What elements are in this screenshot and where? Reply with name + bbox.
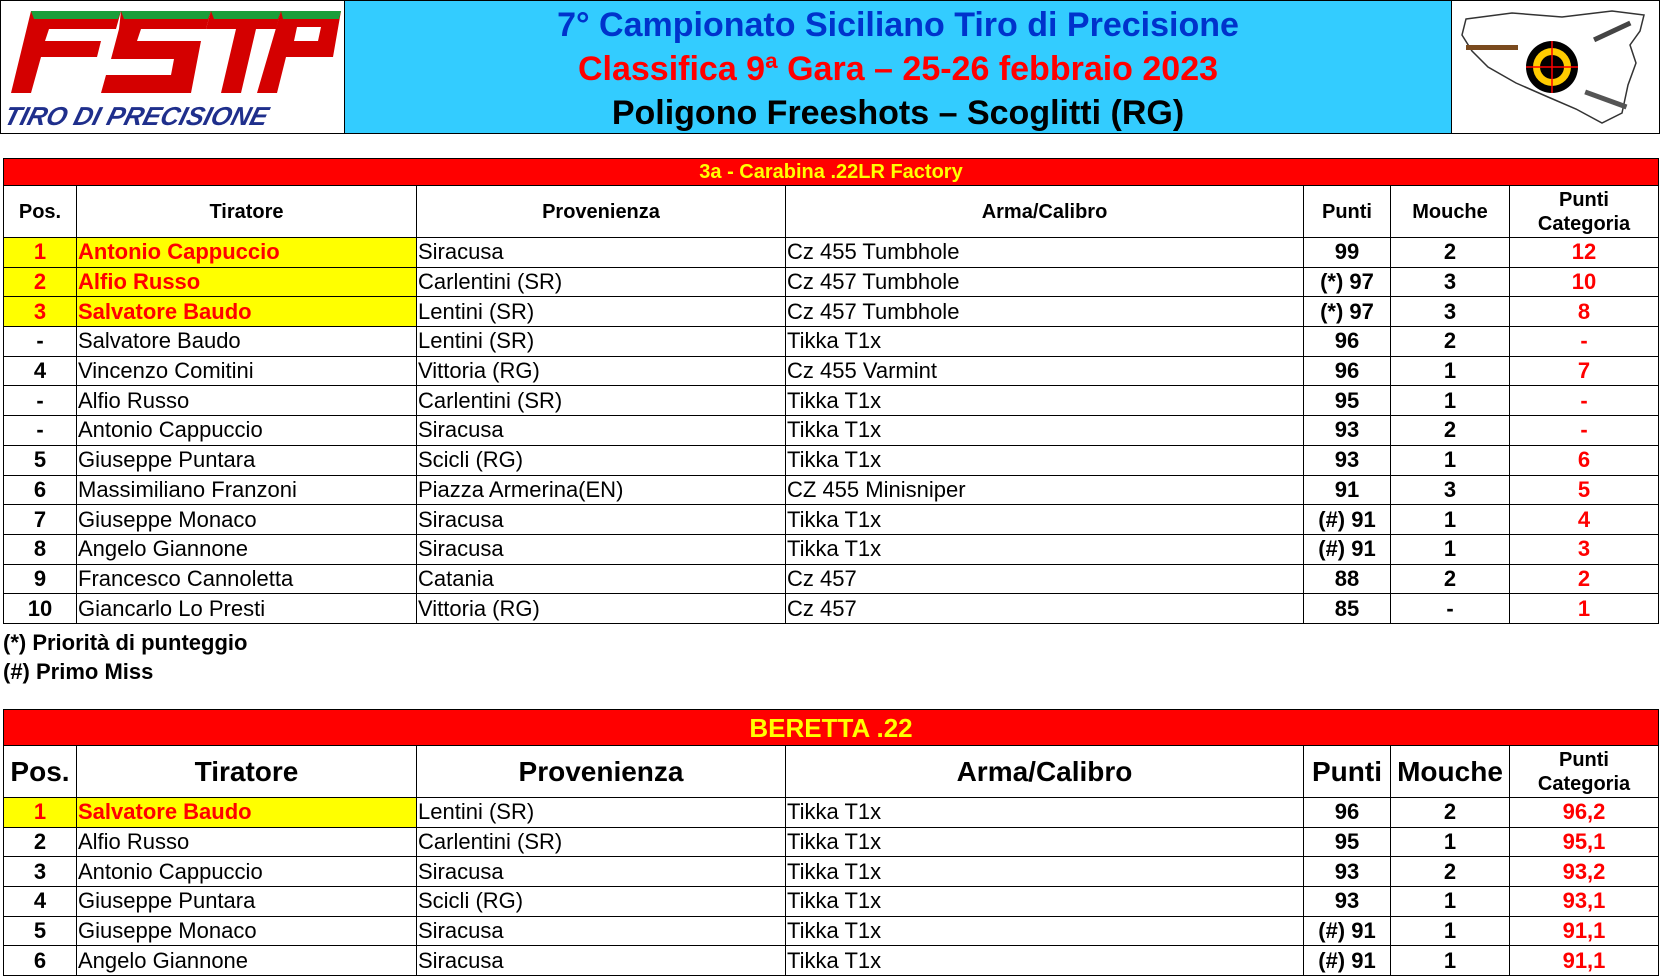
mouche-cell: 2: [1391, 238, 1510, 268]
weapon-cell: Tikka T1x: [786, 386, 1304, 416]
category-points-cell: 96,2: [1510, 798, 1659, 828]
points-cell: 99: [1304, 238, 1391, 268]
table-row: [4, 356, 1659, 386]
sicily-map-icon: [1452, 1, 1660, 134]
mouche-cell: 1: [1391, 386, 1510, 416]
weapon-cell: Tikka T1x: [786, 798, 1304, 828]
col-mouche-header: Mouche: [1391, 186, 1510, 238]
points-cell: (*) 97: [1304, 297, 1391, 327]
col-points-header: Punti: [1304, 186, 1391, 238]
title-line-2: Classifica 9ª Gara – 25-26 febbraio 2023: [577, 50, 1219, 88]
mouche-cell: 1: [1391, 916, 1510, 946]
shooter-name-cell: Giancarlo Lo Presti: [77, 594, 417, 624]
origin-cell: Lentini (SR): [417, 297, 786, 327]
origin-cell: Piazza Armerina(EN): [417, 475, 786, 505]
shooter-name-cell: Giuseppe Monaco: [77, 916, 417, 946]
category-title: BERETTA .22: [4, 710, 1659, 746]
fstp-logo-icon: [1, 1, 345, 134]
shooter-name-cell: Alfio Russo: [77, 267, 417, 297]
shooter-name-cell: Angelo Giannone: [77, 534, 417, 564]
category-points-cell: 93,2: [1510, 857, 1659, 887]
table-row: [4, 887, 1659, 917]
category-points-cell: -: [1510, 416, 1659, 446]
table-row: [4, 827, 1659, 857]
mouche-cell: 1: [1391, 445, 1510, 475]
pos-cell: 5: [4, 916, 77, 946]
shooter-name-cell: Angelo Giannone: [77, 946, 417, 976]
origin-cell: Siracusa: [417, 916, 786, 946]
shooter-name-cell: Francesco Cannoletta: [77, 564, 417, 594]
category-points-cell: 91,1: [1510, 916, 1659, 946]
origin-cell: Catania: [417, 564, 786, 594]
table-row: [4, 297, 1659, 327]
table-row: [4, 416, 1659, 446]
table-row: [4, 594, 1659, 624]
points-cell: 93: [1304, 857, 1391, 887]
note-first-miss: (#) Primo Miss: [3, 659, 154, 684]
table-row: [4, 564, 1659, 594]
category-points-cell: -: [1510, 327, 1659, 357]
mouche-cell: 1: [1391, 887, 1510, 917]
col-points-header: Punti: [1304, 746, 1391, 798]
mouche-cell: 1: [1391, 356, 1510, 386]
table-row: [4, 327, 1659, 357]
pos-cell: 6: [4, 946, 77, 976]
weapon-cell: Cz 457 Tumbhole: [786, 267, 1304, 297]
shooter-name-cell: Salvatore Baudo: [77, 297, 417, 327]
col-pos-header: Pos.: [4, 186, 77, 238]
weapon-cell: Tikka T1x: [786, 416, 1304, 446]
col-category-points-header: Punti Categoria: [1510, 186, 1659, 238]
pos-cell: 1: [4, 798, 77, 828]
pos-cell: -: [4, 327, 77, 357]
weapon-cell: Tikka T1x: [786, 916, 1304, 946]
origin-cell: Siracusa: [417, 946, 786, 976]
mouche-cell: 3: [1391, 267, 1510, 297]
points-cell: 88: [1304, 564, 1391, 594]
table-row: [4, 475, 1659, 505]
weapon-cell: Tikka T1x: [786, 827, 1304, 857]
weapon-cell: Tikka T1x: [786, 887, 1304, 917]
table-header-row: [4, 746, 1659, 798]
points-cell: 96: [1304, 798, 1391, 828]
origin-cell: Siracusa: [417, 857, 786, 887]
origin-cell: Siracusa: [417, 416, 786, 446]
table-row: [4, 534, 1659, 564]
pos-cell: 10: [4, 594, 77, 624]
table-row: [4, 386, 1659, 416]
category-points-cell: 5: [1510, 475, 1659, 505]
category-points-cell: 91,1: [1510, 946, 1659, 976]
col-name-header: Tiratore: [77, 746, 417, 798]
points-cell: 95: [1304, 827, 1391, 857]
table-row: [4, 798, 1659, 828]
origin-cell: Scicli (RG): [417, 445, 786, 475]
sicily-map-logo: [1451, 0, 1660, 134]
origin-cell: Lentini (SR): [417, 798, 786, 828]
mouche-cell: 1: [1391, 534, 1510, 564]
shooter-name-cell: Alfio Russo: [77, 827, 417, 857]
origin-cell: Carlentini (SR): [417, 386, 786, 416]
shooter-name-cell: Giuseppe Monaco: [77, 505, 417, 535]
col-mouche-header: Mouche: [1391, 746, 1510, 798]
weapon-cell: Tikka T1x: [786, 327, 1304, 357]
origin-cell: Siracusa: [417, 534, 786, 564]
col-from-header: Provenienza: [417, 186, 786, 238]
shooter-name-cell: Alfio Russo: [77, 386, 417, 416]
category-points-cell: 8: [1510, 297, 1659, 327]
category-points-cell: 6: [1510, 445, 1659, 475]
mouche-cell: 1: [1391, 827, 1510, 857]
category-points-cell: 3: [1510, 534, 1659, 564]
pos-cell: 7: [4, 505, 77, 535]
origin-cell: Siracusa: [417, 505, 786, 535]
pos-cell: -: [4, 386, 77, 416]
origin-cell: Carlentini (SR): [417, 267, 786, 297]
points-cell: 96: [1304, 356, 1391, 386]
mouche-cell: 1: [1391, 946, 1510, 976]
mouche-cell: 2: [1391, 416, 1510, 446]
title-line-3: Poligono Freeshots – Scoglitti (RG): [611, 94, 1185, 132]
table-header-row: [4, 186, 1659, 238]
shooter-name-cell: Antonio Cappuccio: [77, 238, 417, 268]
col-name-header: Tiratore: [77, 186, 417, 238]
document-header: [0, 0, 1660, 134]
category-points-cell: 93,1: [1510, 887, 1659, 917]
weapon-cell: Cz 455 Tumbhole: [786, 238, 1304, 268]
col-from-header: Provenienza: [417, 746, 786, 798]
results-table-beretta: [3, 709, 1659, 976]
weapon-cell: Tikka T1x: [786, 445, 1304, 475]
shooter-name-cell: Giuseppe Puntara: [77, 445, 417, 475]
origin-cell: Scicli (RG): [417, 887, 786, 917]
table-row: [4, 267, 1659, 297]
shooter-name-cell: Vincenzo Comitini: [77, 356, 417, 386]
col-weapon-header: Arma/Calibro: [786, 186, 1304, 238]
table-row: [4, 857, 1659, 887]
mouche-cell: 2: [1391, 798, 1510, 828]
pos-cell: 3: [4, 297, 77, 327]
weapon-cell: Tikka T1x: [786, 505, 1304, 535]
mouche-cell: 1: [1391, 505, 1510, 535]
notes: [3, 628, 247, 686]
pos-cell: 8: [4, 534, 77, 564]
table-body: [4, 798, 1659, 976]
mouche-cell: 3: [1391, 475, 1510, 505]
category-points-cell: -: [1510, 386, 1659, 416]
fstp-logo: [0, 0, 345, 134]
logo-sub-text: TIRO DI PRECISIONE: [1, 101, 272, 131]
note-score-priority: (*) Priorità di punteggio: [3, 630, 248, 655]
points-cell: 95: [1304, 386, 1391, 416]
shooter-name-cell: Antonio Cappuccio: [77, 416, 417, 446]
pos-cell: 6: [4, 475, 77, 505]
points-cell: (#) 91: [1304, 505, 1391, 535]
points-cell: (#) 91: [1304, 534, 1391, 564]
pos-cell: 2: [4, 267, 77, 297]
title-box: [345, 0, 1451, 134]
category-points-cell: 95,1: [1510, 827, 1659, 857]
mouche-cell: -: [1391, 594, 1510, 624]
origin-cell: Lentini (SR): [417, 327, 786, 357]
category-points-cell: 10: [1510, 267, 1659, 297]
mouche-cell: 2: [1391, 564, 1510, 594]
results-table-factory: [3, 158, 1659, 624]
table-row: [4, 916, 1659, 946]
points-cell: 91: [1304, 475, 1391, 505]
shooter-name-cell: Antonio Cappuccio: [77, 857, 417, 887]
points-cell: 96: [1304, 327, 1391, 357]
mouche-cell: 2: [1391, 327, 1510, 357]
points-cell: (#) 91: [1304, 916, 1391, 946]
category-points-cell: 4: [1510, 505, 1659, 535]
category-points-cell: 1: [1510, 594, 1659, 624]
pos-cell: 9: [4, 564, 77, 594]
weapon-cell: Cz 457 Tumbhole: [786, 297, 1304, 327]
shooter-name-cell: Massimiliano Franzoni: [77, 475, 417, 505]
origin-cell: Siracusa: [417, 238, 786, 268]
pos-cell: 4: [4, 356, 77, 386]
pos-cell: 1: [4, 238, 77, 268]
title-line-1: 7° Campionato Siciliano Tiro di Precisione: [557, 6, 1239, 44]
pos-cell: 2: [4, 827, 77, 857]
category-title: 3a - Carabina .22LR Factory: [4, 159, 1659, 186]
pos-cell: -: [4, 416, 77, 446]
mouche-cell: 3: [1391, 297, 1510, 327]
table-body: [4, 238, 1659, 624]
shooter-name-cell: Salvatore Baudo: [77, 798, 417, 828]
col-weapon-header: Arma/Calibro: [786, 746, 1304, 798]
origin-cell: Carlentini (SR): [417, 827, 786, 857]
shooter-name-cell: Salvatore Baudo: [77, 327, 417, 357]
table-row: [4, 946, 1659, 976]
origin-cell: Vittoria (RG): [417, 594, 786, 624]
points-cell: 93: [1304, 416, 1391, 446]
points-cell: (*) 97: [1304, 267, 1391, 297]
weapon-cell: Tikka T1x: [786, 946, 1304, 976]
weapon-cell: Cz 457: [786, 564, 1304, 594]
points-cell: 85: [1304, 594, 1391, 624]
category-points-cell: 7: [1510, 356, 1659, 386]
weapon-cell: CZ 455 Minisniper: [786, 475, 1304, 505]
category-points-cell: 12: [1510, 238, 1659, 268]
shooter-name-cell: Giuseppe Puntara: [77, 887, 417, 917]
points-cell: 93: [1304, 887, 1391, 917]
col-pos-header: Pos.: [4, 746, 77, 798]
category-points-cell: 2: [1510, 564, 1659, 594]
weapon-cell: Cz 455 Varmint: [786, 356, 1304, 386]
table-row: [4, 505, 1659, 535]
points-cell: (#) 91: [1304, 946, 1391, 976]
table-row: [4, 445, 1659, 475]
pos-cell: 3: [4, 857, 77, 887]
weapon-cell: Tikka T1x: [786, 534, 1304, 564]
weapon-cell: Tikka T1x: [786, 857, 1304, 887]
pos-cell: 5: [4, 445, 77, 475]
origin-cell: Vittoria (RG): [417, 356, 786, 386]
weapon-cell: Cz 457: [786, 594, 1304, 624]
mouche-cell: 2: [1391, 857, 1510, 887]
points-cell: 93: [1304, 445, 1391, 475]
table-row: [4, 238, 1659, 268]
col-category-points-header: Punti Categoria: [1510, 746, 1659, 798]
pos-cell: 4: [4, 887, 77, 917]
